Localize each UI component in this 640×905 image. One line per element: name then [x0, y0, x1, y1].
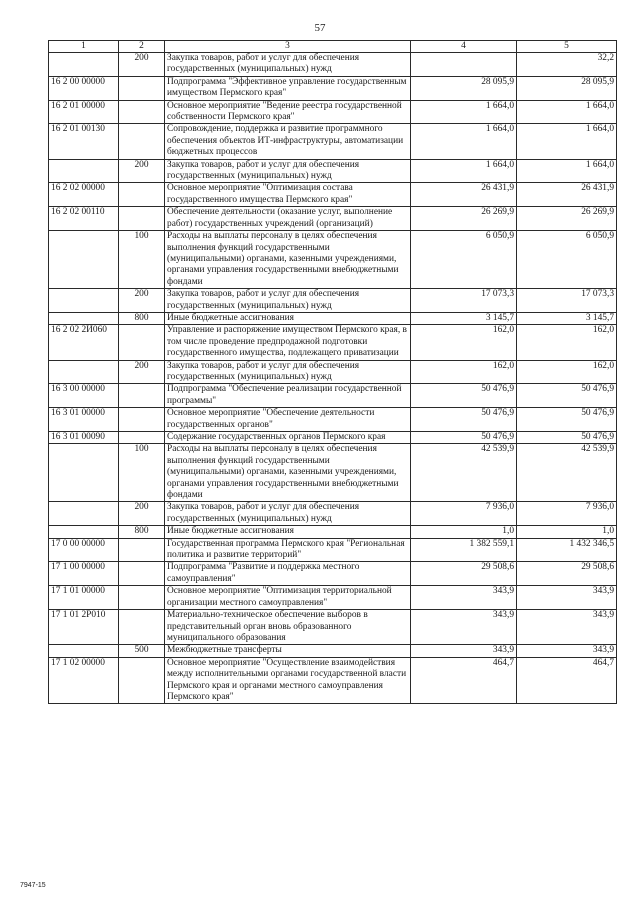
expense-type-code: [119, 562, 165, 586]
amount-col5: 50 476,9: [517, 384, 617, 408]
expense-name: Основное мероприятие "Оптимизация состава государственного имущества Пермского края": [165, 183, 411, 207]
table-row: [49, 610, 617, 645]
expense-type-code: 800: [119, 312, 165, 324]
expense-name: Закупка товаров, работ и услуг для обеспечения государственных (муниципальных) нужд: [165, 360, 411, 384]
header-cell-5: 5: [517, 41, 617, 53]
expense-type-code: [119, 325, 165, 360]
expense-type-code: [119, 432, 165, 444]
target-article-code: [49, 312, 119, 324]
amount-col4: 162,0: [411, 360, 517, 384]
expense-name: Содержание государственных органов Пермского края: [165, 432, 411, 444]
amount-col5: 42 539,9: [517, 444, 617, 502]
table-row: [49, 408, 617, 432]
amount-col5: 26 269,9: [517, 207, 617, 231]
expense-type-code: [119, 100, 165, 124]
table-row: [49, 444, 617, 502]
expense-name: Основное мероприятие "Обеспечение деятельности государственных органов": [165, 408, 411, 432]
footer-code: 7947-15: [20, 882, 46, 889]
header-cell-1: 1: [49, 41, 119, 53]
amount-col5: 1 432 346,5: [517, 538, 617, 562]
expense-name: Подпрограмма "Развитие и поддержка местного самоуправления": [165, 562, 411, 586]
target-article-code: 16 3 01 00000: [49, 408, 119, 432]
amount-col4: 1 664,0: [411, 159, 517, 183]
amount-col5: 17 073,3: [517, 289, 617, 313]
amount-col4: 3 145,7: [411, 312, 517, 324]
amount-col5: 32,2: [517, 53, 617, 77]
table-row: [49, 586, 617, 610]
expense-name: Государственная программа Пермского края "Региональная политика и развитие территорий": [165, 538, 411, 562]
table-row: [49, 53, 617, 77]
expense-type-code: [119, 124, 165, 159]
amount-col4: 6 050,9: [411, 231, 517, 289]
amount-col5: 50 476,9: [517, 432, 617, 444]
amount-col5: 3 145,7: [517, 312, 617, 324]
amount-col5: 1 664,0: [517, 159, 617, 183]
amount-col4: 343,9: [411, 586, 517, 610]
expense-name: Иные бюджетные ассигнования: [165, 312, 411, 324]
table-row: [49, 432, 617, 444]
header-row: [49, 41, 617, 53]
target-article-code: 17 1 01 00000: [49, 586, 119, 610]
amount-col4: 28 095,9: [411, 76, 517, 100]
expense-name: Материально-техническое обеспечение выборов в представительный орган вновь образованного муниципального образования: [165, 610, 411, 645]
table-row: [49, 526, 617, 538]
expense-type-code: [119, 183, 165, 207]
expense-name: Основное мероприятие "Осуществление взаимодействия между исполнительными органами государственной власти Пермского края и органами местного самоуправления Пермского края": [165, 657, 411, 704]
expense-type-code: [119, 538, 165, 562]
expense-type-code: [119, 384, 165, 408]
amount-col5: 29 508,6: [517, 562, 617, 586]
amount-col5: 343,9: [517, 645, 617, 657]
target-article-code: 17 1 02 00000: [49, 657, 119, 704]
amount-col5: 464,7: [517, 657, 617, 704]
target-article-code: [49, 645, 119, 657]
expense-type-code: 200: [119, 159, 165, 183]
expense-name: Закупка товаров, работ и услуг для обеспечения государственных (муниципальных) нужд: [165, 502, 411, 526]
amount-col4: 343,9: [411, 645, 517, 657]
expense-name: Закупка товаров, работ и услуг для обеспечения государственных (муниципальных) нужд: [165, 289, 411, 313]
expense-name: Подпрограмма "Обеспечение реализации государственной программы": [165, 384, 411, 408]
amount-col5: 343,9: [517, 586, 617, 610]
expense-type-code: [119, 586, 165, 610]
table-row: [49, 538, 617, 562]
amount-col4: 343,9: [411, 610, 517, 645]
target-article-code: 16 2 01 00130: [49, 124, 119, 159]
amount-col5: 6 050,9: [517, 231, 617, 289]
amount-col4: 1 664,0: [411, 100, 517, 124]
expense-type-code: 200: [119, 502, 165, 526]
expense-type-code: [119, 610, 165, 645]
expense-type-code: 200: [119, 53, 165, 77]
target-article-code: [49, 360, 119, 384]
target-article-code: 16 3 01 00090: [49, 432, 119, 444]
amount-col5: 50 476,9: [517, 408, 617, 432]
amount-col5: 7 936,0: [517, 502, 617, 526]
table-row: [49, 207, 617, 231]
header-cell-4: 4: [411, 41, 517, 53]
expense-name: Управление и распоряжение имуществом Пермского края, в том числе проведение предпродажной подготовки государственного имущества, подлежащего приватизации: [165, 325, 411, 360]
table-row: [49, 645, 617, 657]
amount-col4: 50 476,9: [411, 408, 517, 432]
expense-type-code: 200: [119, 289, 165, 313]
amount-col4: 50 476,9: [411, 384, 517, 408]
table-row: [49, 231, 617, 289]
expense-type-code: [119, 207, 165, 231]
amount-col4: 29 508,6: [411, 562, 517, 586]
table-row: [49, 289, 617, 313]
expense-name: Иные бюджетные ассигнования: [165, 526, 411, 538]
target-article-code: 17 1 00 00000: [49, 562, 119, 586]
table-row: [49, 502, 617, 526]
expense-type-code: [119, 76, 165, 100]
amount-col4: 42 539,9: [411, 444, 517, 502]
expense-type-code: 100: [119, 231, 165, 289]
table-row: [49, 312, 617, 324]
target-article-code: 16 2 02 00000: [49, 183, 119, 207]
amount-col4: 1,0: [411, 526, 517, 538]
target-article-code: [49, 444, 119, 502]
target-article-code: [49, 231, 119, 289]
expense-type-code: 100: [119, 444, 165, 502]
expense-name: Расходы на выплаты персоналу в целях обеспечения выполнения функций государственными (муниципальными) органами, казенными учреждениями, органами управления государственными внебюджетными фондами: [165, 231, 411, 289]
target-article-code: 16 2 01 00000: [49, 100, 119, 124]
expense-name: Закупка товаров, работ и услуг для обеспечения государственных (муниципальных) нужд: [165, 159, 411, 183]
target-article-code: 16 3 00 00000: [49, 384, 119, 408]
amount-col5: 26 431,9: [517, 183, 617, 207]
expense-type-code: 500: [119, 645, 165, 657]
page-number: 57: [314, 22, 326, 34]
target-article-code: 17 0 00 00000: [49, 538, 119, 562]
expense-name: Подпрограмма "Эффективное управление государственным имуществом Пермского края": [165, 76, 411, 100]
table-row: [49, 183, 617, 207]
amount-col5: 162,0: [517, 360, 617, 384]
amount-col5: 1,0: [517, 526, 617, 538]
table-row: [49, 124, 617, 159]
amount-col4: 7 936,0: [411, 502, 517, 526]
expense-name: Обеспечение деятельности (оказание услуг, выполнение работ) государственных учреждений (организаций): [165, 207, 411, 231]
table-row: [49, 100, 617, 124]
target-article-code: [49, 502, 119, 526]
expense-type-code: [119, 408, 165, 432]
target-article-code: [49, 159, 119, 183]
amount-col4: 26 269,9: [411, 207, 517, 231]
expense-type-code: 200: [119, 360, 165, 384]
expense-name: Закупка товаров, работ и услуг для обеспечения государственных (муниципальных) нужд: [165, 53, 411, 77]
table-row: [49, 325, 617, 360]
table-row: [49, 76, 617, 100]
amount-col4: 1 382 559,1: [411, 538, 517, 562]
header-cell-3: 3: [165, 41, 411, 53]
amount-col4: 50 476,9: [411, 432, 517, 444]
table-row: [49, 562, 617, 586]
expense-name: Сопровождение, поддержка и развитие программного обеспечения объектов ИТ-инфраструктуры, автоматизации бюджетных процессов: [165, 124, 411, 159]
table-row: [49, 384, 617, 408]
target-article-code: [49, 289, 119, 313]
amount-col5: 1 664,0: [517, 100, 617, 124]
target-article-code: 16 2 02 00110: [49, 207, 119, 231]
expense-type-code: [119, 657, 165, 704]
table-row: [49, 360, 617, 384]
target-article-code: 16 2 00 00000: [49, 76, 119, 100]
amount-col4: [411, 53, 517, 77]
expense-type-code: 800: [119, 526, 165, 538]
target-article-code: 17 1 01 2Р010: [49, 610, 119, 645]
expense-name: Основное мероприятие "Ведение реестра государственной собственности Пермского края": [165, 100, 411, 124]
expense-name: Межбюджетные трансферты: [165, 645, 411, 657]
amount-col5: 28 095,9: [517, 76, 617, 100]
target-article-code: [49, 53, 119, 77]
amount-col5: 343,9: [517, 610, 617, 645]
amount-col5: 1 664,0: [517, 124, 617, 159]
amount-col4: 1 664,0: [411, 124, 517, 159]
target-article-code: [49, 526, 119, 538]
target-article-code: 16 2 02 2И060: [49, 325, 119, 360]
table-row: [49, 657, 617, 704]
amount-col4: 17 073,3: [411, 289, 517, 313]
header-cell-2: 2: [119, 41, 165, 53]
amount-col4: 162,0: [411, 325, 517, 360]
budget-table: [48, 40, 617, 704]
table-row: [49, 159, 617, 183]
expense-name: Основное мероприятие "Оптимизация территориальной организации местного самоуправления": [165, 586, 411, 610]
expense-name: Расходы на выплаты персоналу в целях обеспечения выполнения функций государственными (муниципальными) органами, казенными учреждениями, органами управления государственными внебюджетными фондами: [165, 444, 411, 502]
amount-col4: 26 431,9: [411, 183, 517, 207]
amount-col5: 162,0: [517, 325, 617, 360]
budget-table-body: [49, 41, 617, 704]
amount-col4: 464,7: [411, 657, 517, 704]
